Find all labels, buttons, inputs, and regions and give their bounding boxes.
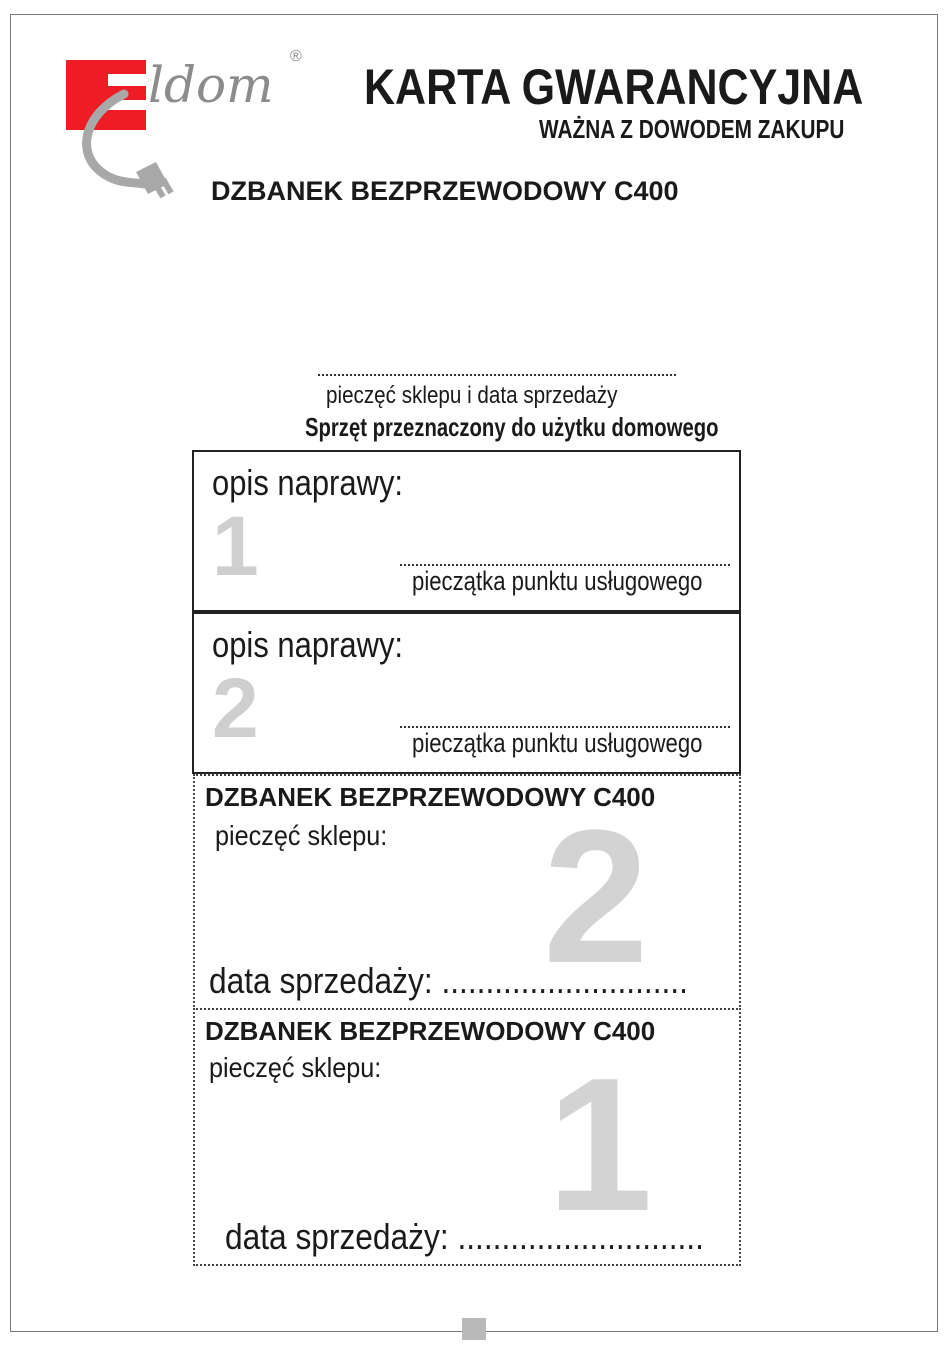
domestic-use-note: Sprzęt przeznaczony do użytku domowego <box>305 412 719 442</box>
coupon-2 <box>193 774 741 1010</box>
coupon-number: 1 <box>547 1039 653 1251</box>
page-subtitle: WAŻNA Z DOWODEM ZAKUPU <box>539 114 845 144</box>
coupon-number: 2 <box>543 791 649 1003</box>
coupon-date-label: data sprzedaży: ............................ <box>225 1216 704 1257</box>
coupon-date-label: data sprzedaży: ............................ <box>209 960 688 1001</box>
repair-number: 2 <box>212 661 259 755</box>
registered-mark: ® <box>290 48 302 65</box>
repair-box-2 <box>192 612 741 774</box>
coupon-stamp-label: pieczęć sklepu: <box>215 820 388 851</box>
repair-box-1 <box>192 450 741 612</box>
service-stamp-label: pieczątka punktu usługowego <box>412 728 703 758</box>
repair-title: opis naprawy: <box>212 624 404 665</box>
logo-wordmark: ldom <box>148 56 274 114</box>
coupon-product: DZBANEK BEZPRZEWODOWY C400 <box>205 1016 656 1046</box>
product-name: DZBANEK BEZPRZEWODOWY C400 <box>211 176 679 206</box>
coupon-stamp-label: pieczęć sklepu: <box>209 1052 382 1083</box>
sale-signature-line <box>318 374 676 376</box>
sale-stamp-label: pieczęć sklepu i data sprzedaży <box>326 382 618 409</box>
coupon-product: DZBANEK BEZPRZEWODOWY C400 <box>205 782 656 812</box>
registration-mark <box>462 1318 486 1340</box>
coupon-1 <box>193 1008 741 1266</box>
repair-title: opis naprawy: <box>212 462 404 503</box>
service-stamp-label: pieczątka punktu usługowego <box>412 566 703 596</box>
repair-number: 1 <box>212 499 259 593</box>
page-title: KARTA GWARANCYJNA <box>364 59 864 115</box>
